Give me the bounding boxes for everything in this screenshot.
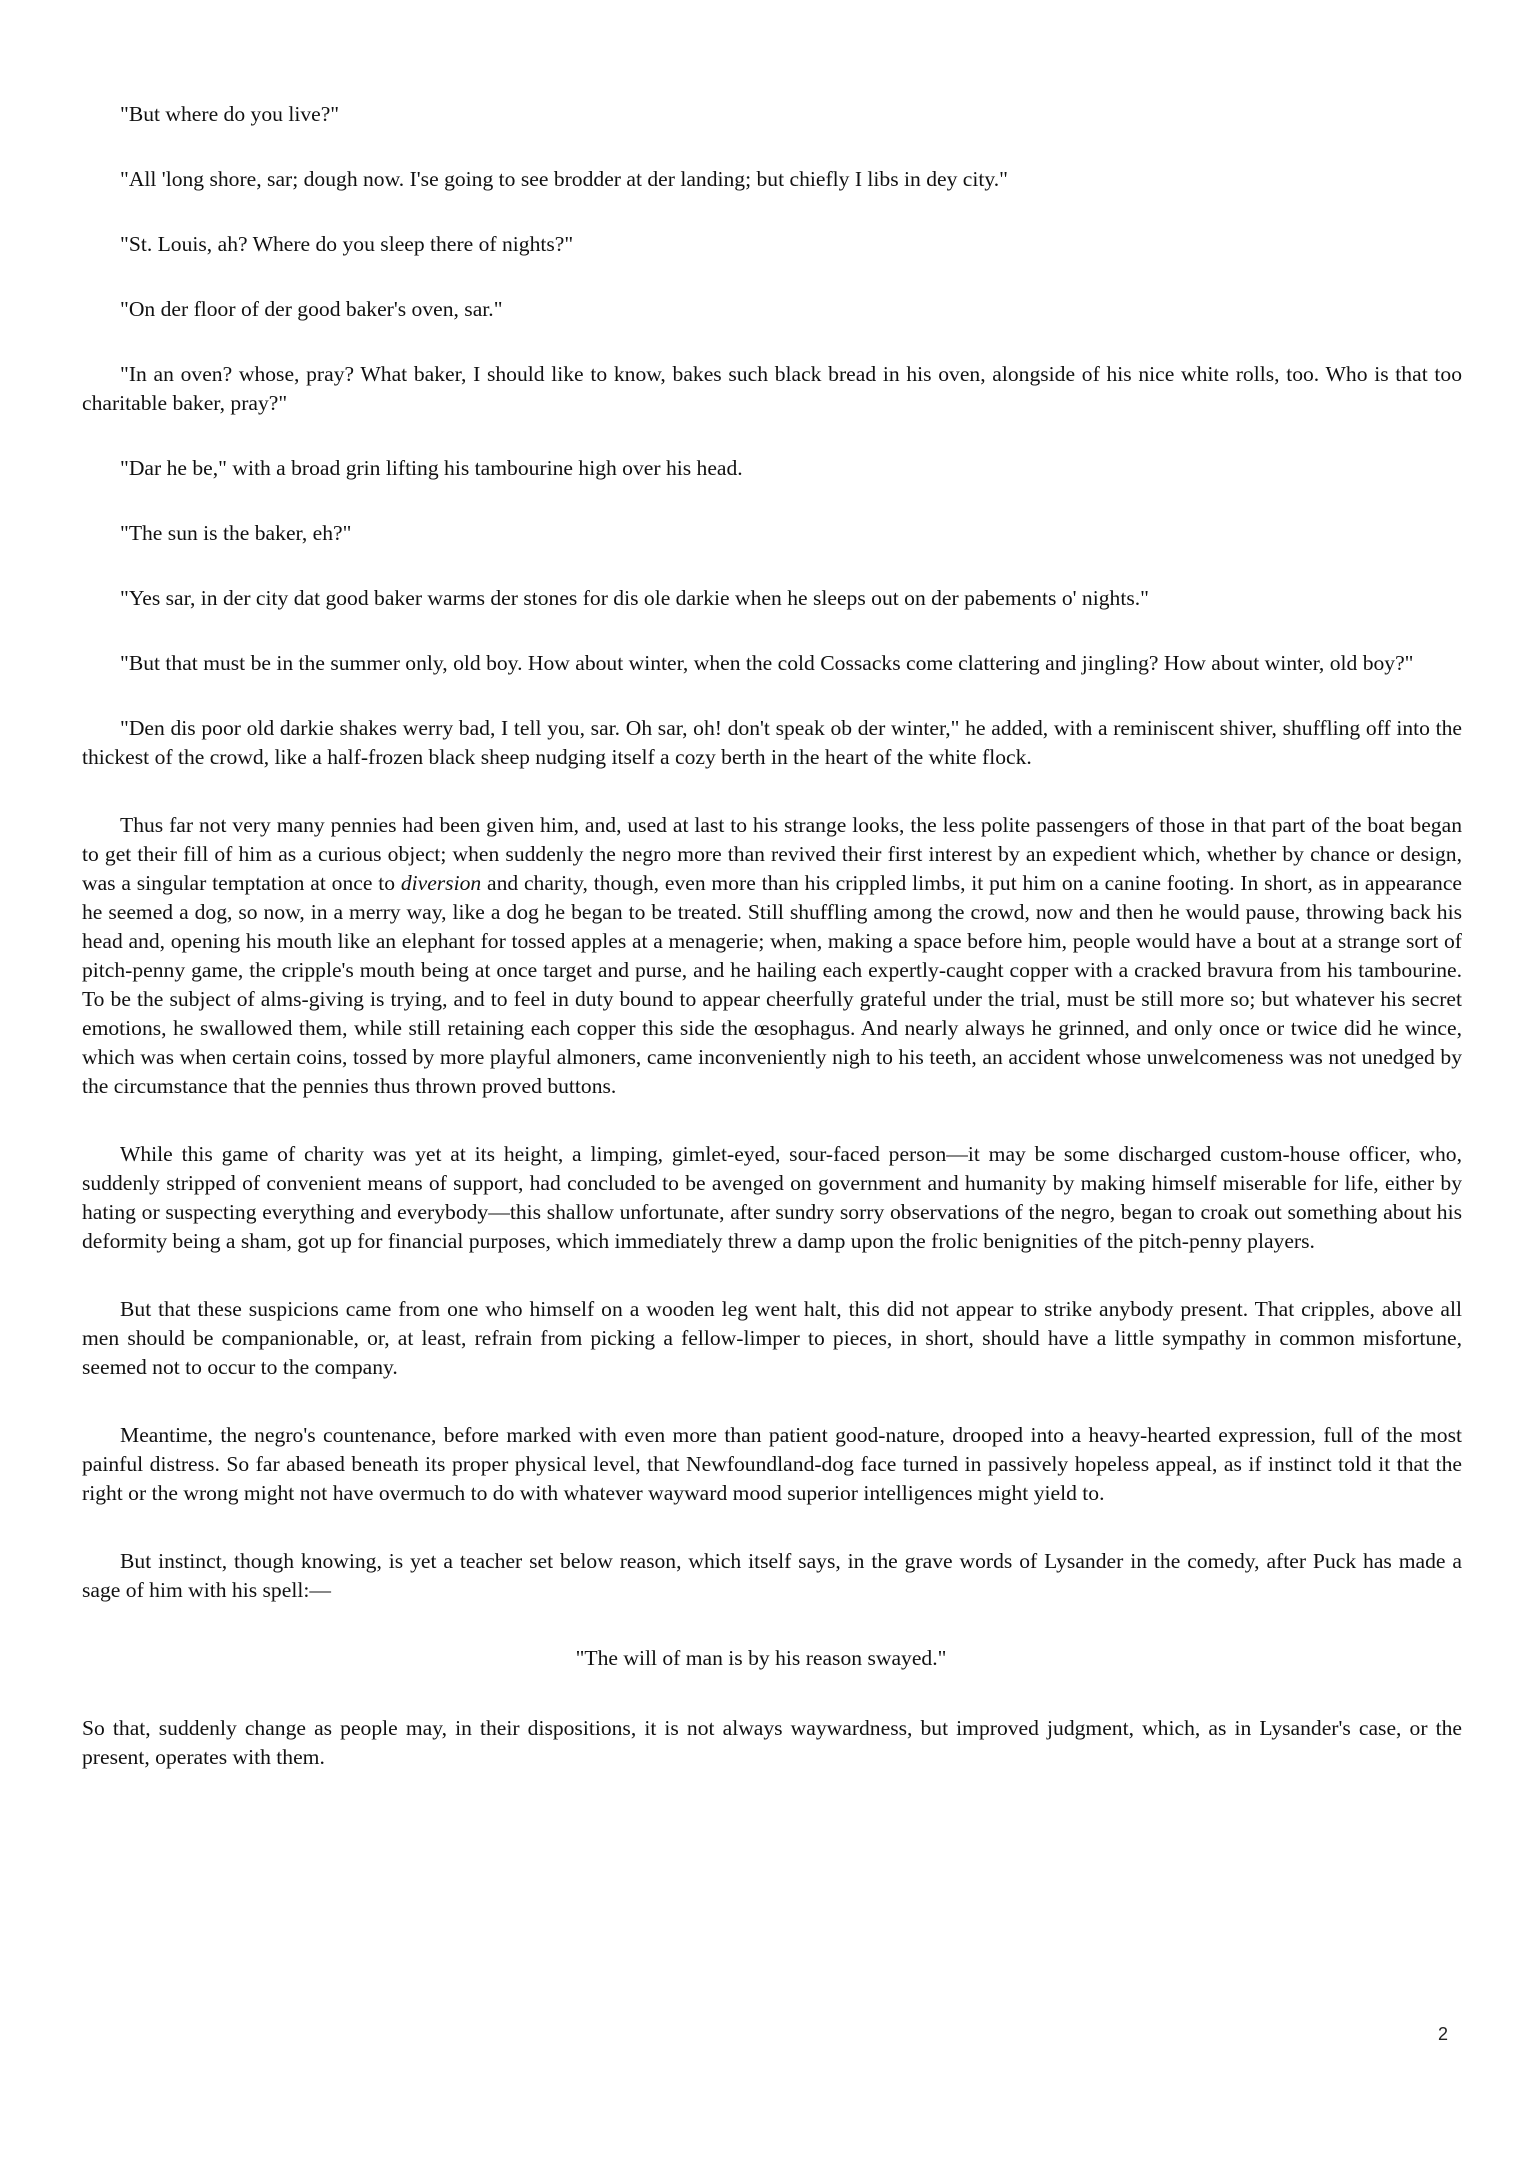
- document-body: [82, 100, 1462, 1772]
- paragraph: But instinct, though knowing, is yet a teacher set below reason, which itself says, in the grave words of Lysander in the comedy, after Puck has made a sage of him with his spell:—: [82, 1549, 1462, 1602]
- paragraph: Meantime, the negro's countenance, before marked with even more than patient good-nature, drooped into a heavy-hearted expression, full of the most painful distress. So far abased beneath its proper physical level, that Newfoundland-dog face turned in passively hopeless appeal, as if instinct told it that the right or the wrong might not have overmuch to do with whatever wayward mood superior intelligences might yield to.: [82, 1423, 1462, 1505]
- paragraph: "On der floor of der good baker's oven, sar.": [120, 297, 503, 321]
- paragraph: "But where do you live?": [120, 102, 340, 126]
- paragraph: "In an oven? whose, pray? What baker, I should like to know, bakes such black bread in his oven, alongside of his nice white rolls, too. Who is that too charitable baker, pray?": [82, 362, 1462, 415]
- paragraph-text: and charity, though, even more than his crippled limbs, it put him on a canine footing. In short, as in appearance he seemed a dog, so now, in a merry way, like a dog he began to be treated. Still shuffling among the crowd, now and then he would pause, throwing back his head and, opening his mouth like an elephant for tossed apples at a menagerie; when, making a space before him, people would have a bout at a strange sort of pitch-penny game, the cripple's mouth being at once target and purse, and he hailing each expertly-caught copper with a cracked bravura from his tambourine. To be the subject of alms-giving is trying, and to feel in duty bound to appear cheerfully grateful under the trial, must be still more so; but whatever his secret emotions, he swallowed them, while still retaining each copper this side the œsophagus. And nearly always he grinned, and only once or twice did he wince, which was when certain coins, tossed by more playful almoners, came inconveniently nigh to his teeth, an accident whose unwelcomeness was not unedged by the circumstance that the pennies thus thrown proved buttons.: [82, 871, 1462, 1098]
- italic-word: diversion: [400, 871, 482, 895]
- paragraph: "Dar he be," with a broad grin lifting his tambourine high over his head.: [120, 456, 743, 480]
- paragraph-long: [82, 811, 1462, 1101]
- paragraph: "All 'long shore, sar; dough now. I'se going to see brodder at der landing; but chiefly I libs in dey city.": [120, 167, 1008, 191]
- closing-paragraph: So that, suddenly change as people may, in their dispositions, it is not always waywardness, but improved judgment, which, as in Lysander's case, or the present, operates with them.: [82, 1716, 1462, 1769]
- paragraph: While this game of charity was yet at its height, a limping, gimlet-eyed, sour-faced person—it may be some discharged custom-house officer, who, suddenly stripped of convenient means of support, had concluded to be avenged on government and humanity by making himself miserable for life, either by hating or suspecting everything and everybody—this shallow unfortunate, after sundry sorry observations of the negro, began to croak out something about his deformity being a sham, got up for financial purposes, which immediately threw a damp upon the frolic benignities of the pitch-penny players.: [82, 1142, 1462, 1253]
- paragraph: "St. Louis, ah? Where do you sleep there of nights?": [120, 232, 574, 256]
- paragraph: "Yes sar, in der city dat good baker warms der stones for dis ole darkie when he sleeps out on der pabements o' nights.": [120, 586, 1149, 610]
- paragraph: "The sun is the baker, eh?": [120, 521, 352, 545]
- paragraph: "Den dis poor old darkie shakes werry bad, I tell you, sar. Oh sar, oh! don't speak ob der winter," he added, with a reminiscent shiver, shuffling off into the thickest of the crowd, like a half-frozen black sheep nudging itself a cozy berth in the heart of the white flock.: [82, 716, 1462, 769]
- paragraph: But that these suspicions came from one who himself on a wooden leg went halt, this did not appear to strike anybody present. That cripples, above all men should be companionable, or, at least, refrain from picking a fellow-limper to pieces, in short, should have a little sympathy in common misfortune, seemed not to occur to the company.: [82, 1297, 1462, 1379]
- block-quote: "The will of man is by his reason swayed.": [575, 1646, 947, 1670]
- page-number: 2: [1438, 2024, 1449, 2044]
- paragraph: "But that must be in the summer only, old boy. How about winter, when the cold Cossacks come clattering and jingling? How about winter, old boy?": [120, 651, 1414, 675]
- paragraph-text: Thus far not very many pennies had been given him, and, used at last to his strange looks, the less polite passengers of those in that part of the boat began to get their fill of him as a curious object; when suddenly the negro more than revived their first interest by an expedient which, whether by chance or design, was a singular temptation at once to: [82, 813, 1462, 895]
